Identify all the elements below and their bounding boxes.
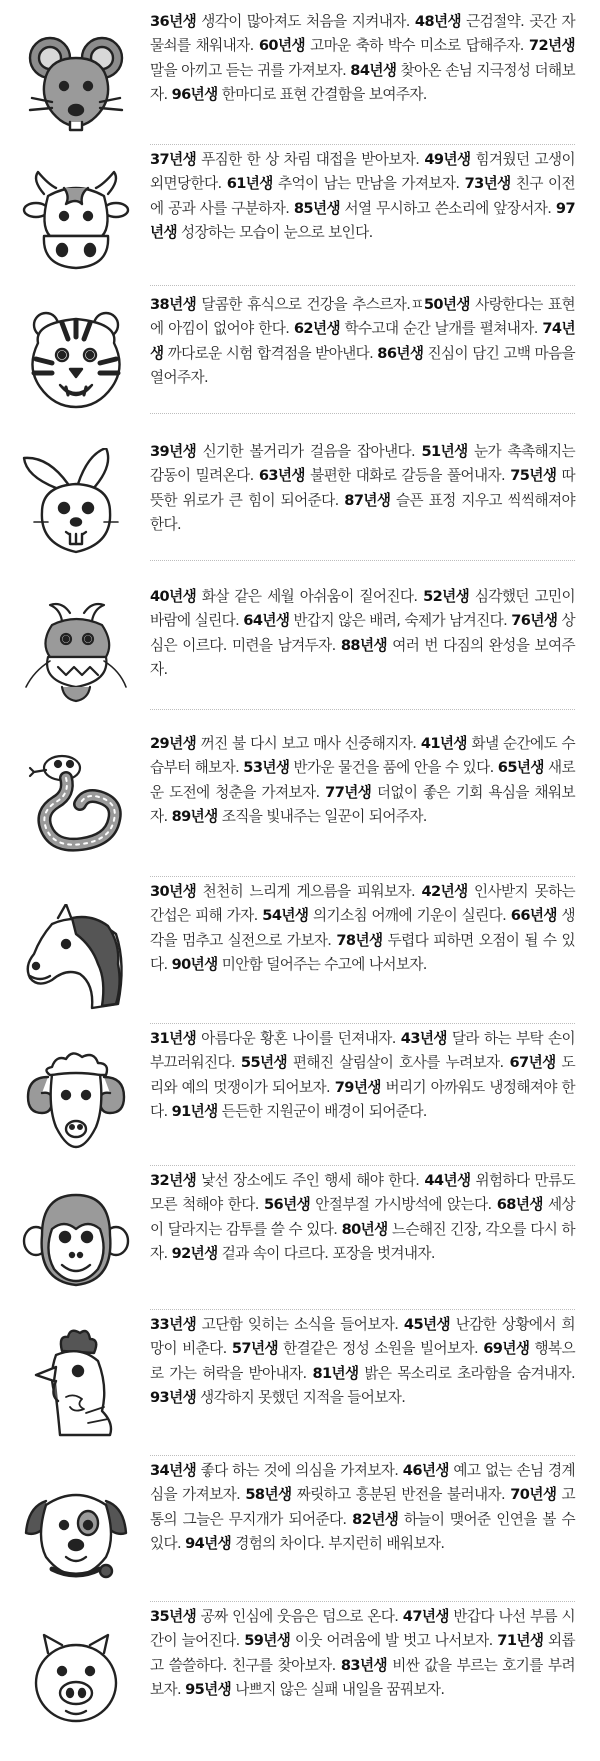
birth-year: 51년생 xyxy=(421,443,468,460)
horoscope-text-snake xyxy=(150,732,575,830)
birth-year: 86년생 xyxy=(377,344,424,362)
birth-year: 94년생 xyxy=(185,1535,232,1553)
sheep-icon xyxy=(22,1047,130,1159)
fortune-text: 반가운 물건을 품에 안을 수 있다. xyxy=(289,759,498,777)
horoscope-text-pig xyxy=(150,1605,575,1703)
birth-year: 29년생 xyxy=(150,735,197,752)
divider xyxy=(150,144,575,145)
ox-icon xyxy=(22,166,130,278)
fortune-text: 낯선 장소에도 주인 행세 해야 한다. xyxy=(196,1172,425,1189)
birth-year: 64년생 xyxy=(243,612,290,630)
fortune-text: 미안함 덜어주는 수고에 나서보자. xyxy=(217,956,427,974)
horoscope-text-monkey xyxy=(150,1169,575,1267)
birth-year: 74년생 xyxy=(150,320,575,362)
fortune-text: 말을 아끼고 듣는 귀를 가져보자. xyxy=(150,61,351,79)
fortune-text: 생각이 많아져도 처음을 지켜내자. xyxy=(196,13,415,30)
horoscope-text-horse xyxy=(150,880,575,978)
snake-icon xyxy=(22,748,130,860)
birth-year: 73년생 xyxy=(464,175,511,193)
birth-year: 40년생 xyxy=(150,588,197,605)
fortune-text: 달콤한 휴식으로 건강을 추스르자.ㅍ xyxy=(196,296,424,313)
birth-year: 36년생 xyxy=(150,13,197,30)
divider xyxy=(150,1309,575,1310)
birth-year: 34년생 xyxy=(150,1462,197,1479)
fortune-text: 든든한 지원군이 배경이 되어준다. xyxy=(217,1103,427,1121)
birth-year: 47년생 xyxy=(402,1608,449,1625)
birth-year: 79년생 xyxy=(334,1078,381,1096)
birth-year: 76년생 xyxy=(511,612,558,630)
fortune-text: 위험하다 만류도 모른 척해야 한다. xyxy=(150,1172,576,1214)
birth-year: 49년생 xyxy=(424,151,471,168)
fortune-text: 한결같은 정성 소원을 빌어보자. xyxy=(277,1340,484,1358)
fortune-text: 안절부절 가시방석에 앉는다. xyxy=(310,1196,497,1214)
rooster-icon xyxy=(22,1327,130,1439)
birth-year: 42년생 xyxy=(421,883,468,900)
fortune-text: 고단함 잊히는 소식을 들어보자. xyxy=(196,1316,404,1333)
fortune-text: 화낼 순간에도 수습부터 해보자. xyxy=(150,735,575,777)
birth-year: 95년생 xyxy=(185,1681,232,1699)
fortune-text: 힘겨웠던 고생이 외면당한다. xyxy=(150,151,576,193)
fortune-text: 반갑다 나선 부름 시간이 늘어진다. xyxy=(150,1608,575,1650)
horoscope-text-rat xyxy=(150,10,575,108)
birth-year: 50년생 xyxy=(423,296,470,313)
fortune-text: 편해진 살림살이 호사를 누려보자. xyxy=(287,1054,510,1072)
divider xyxy=(150,1601,575,1602)
fortune-text: 슬픈 표정 지우고 씩씩해져야 한다. xyxy=(150,491,575,534)
birth-year: 55년생 xyxy=(240,1054,288,1072)
birth-year: 85년생 xyxy=(293,199,340,217)
fortune-text: 천천히 느리게 게으름을 피워보자. xyxy=(196,883,422,900)
fortune-text: 찾아온 손님 지극정성 더해보자. xyxy=(150,61,575,104)
birth-year: 62년생 xyxy=(293,320,340,338)
birth-year: 30년생 xyxy=(150,883,197,900)
birth-year: 43년생 xyxy=(400,1030,447,1047)
birth-year: 87년생 xyxy=(344,491,391,509)
fortune-text: 도리와 예의 멋쟁이가 되어보자. xyxy=(150,1054,575,1096)
birth-year: 67년생 xyxy=(509,1054,556,1072)
birth-year: 56년생 xyxy=(264,1196,311,1214)
birth-year: 71년생 xyxy=(497,1632,544,1650)
divider xyxy=(150,560,575,561)
fortune-text: 짜릿하고 흥분된 반전을 불러내자. xyxy=(291,1486,511,1504)
fortune-text: 행복으로 가는 허락을 받아내자. xyxy=(150,1340,575,1382)
birth-year: 88년생 xyxy=(340,636,387,654)
fortune-text: 아름다운 황혼 나이를 던져내자. xyxy=(196,1030,401,1047)
birth-year: 53년생 xyxy=(243,759,290,777)
fortune-text: 서열 무시하고 쓴소리에 앞장서자. xyxy=(339,199,556,217)
birth-year: 93년생 xyxy=(150,1389,197,1407)
fortune-text: 겉과 속이 다르다. 포장을 벗겨내자. xyxy=(217,1245,435,1263)
fortune-text: 여러 번 다짐의 완성을 보여주자. xyxy=(150,636,575,679)
fortune-text: 신기한 볼거리가 걸음을 잡아낸다. xyxy=(196,443,422,460)
fortune-text: 성장하는 모습이 눈으로 보인다. xyxy=(177,224,373,242)
horoscope-text-ox xyxy=(150,148,575,246)
fortune-text: 난감한 상황에서 희망이 비춘다. xyxy=(150,1316,575,1358)
fortune-text: 눈가 촉촉해지는 감동이 밀려온다. xyxy=(150,443,576,485)
fortune-text: 비싼 값을 부르는 호기를 부려보자. xyxy=(150,1656,575,1699)
fortune-text: 두렵다 피하면 오점이 될 수 있다. xyxy=(150,931,575,974)
fortune-text: 달라 하는 부탁 손이 부끄러워진다. xyxy=(150,1030,575,1072)
birth-year: 82년생 xyxy=(352,1510,399,1528)
birth-year: 57년생 xyxy=(231,1340,278,1358)
fortune-text: 추억이 남는 만남을 가져보자. xyxy=(272,175,465,193)
birth-year: 33년생 xyxy=(150,1316,197,1333)
birth-year: 60년생 xyxy=(258,37,305,55)
fortune-text: 경험의 차이다. 부지런히 배워보자. xyxy=(231,1535,445,1553)
fortune-text: 조직을 빛내주는 일꾼이 되어주자. xyxy=(217,808,427,826)
horoscope-text-sheep xyxy=(150,1027,575,1125)
fortune-text: 화살 같은 세월 아쉬움이 짙어진다. xyxy=(196,588,424,605)
birth-year: 52년생 xyxy=(423,588,470,605)
fortune-text: 심각했던 고민이 바람에 실린다. xyxy=(150,588,575,630)
birth-year: 80년생 xyxy=(341,1220,388,1238)
fortune-text: 하늘이 맺어준 인연을 볼 수 있다. xyxy=(150,1510,576,1553)
divider xyxy=(150,1023,575,1024)
fortune-text: 인사받지 못하는 간섭은 피해 가자. xyxy=(150,883,576,925)
birth-year: 58년생 xyxy=(245,1486,292,1504)
dragon-icon xyxy=(22,595,130,707)
birth-year: 31년생 xyxy=(150,1030,197,1047)
fortune-text: 밝은 목소리로 초라함을 숨겨내자. xyxy=(358,1364,575,1382)
birth-year: 35년생 xyxy=(150,1608,197,1625)
fortune-text: 한마디로 표현 간결함을 보여주자. xyxy=(217,86,427,104)
divider xyxy=(150,709,575,710)
fortune-text: 이웃 어려움에 발 벗고 나서보자. xyxy=(290,1632,498,1650)
fortune-text: 근검절약. 곳간 자물쇠를 채워내자. xyxy=(150,13,576,55)
birth-year: 81년생 xyxy=(312,1364,359,1382)
divider xyxy=(150,413,575,414)
divider xyxy=(150,285,575,286)
fortune-text: 공짜 인심에 웃음은 덤으로 온다. xyxy=(196,1608,403,1625)
birth-year: 75년생 xyxy=(510,467,557,485)
horoscope-text-tiger xyxy=(150,293,575,391)
birth-year: 92년생 xyxy=(171,1245,218,1263)
horoscope-text-dragon xyxy=(150,585,575,683)
birth-year: 77년생 xyxy=(325,783,372,801)
birth-year: 78년생 xyxy=(336,931,383,949)
birth-year: 61년생 xyxy=(226,175,273,193)
birth-year: 54년생 xyxy=(262,907,309,925)
birth-year: 59년생 xyxy=(244,1632,291,1650)
birth-year: 44년생 xyxy=(424,1172,471,1189)
fortune-text: 새로운 도전에 청춘을 가져보자. xyxy=(150,759,575,801)
fortune-text: 반갑지 않은 배려, 숙제가 남겨진다. xyxy=(289,612,512,630)
fortune-text: 고마운 축하 박수 미소로 답해주자. xyxy=(304,37,529,55)
fortune-text: 진심이 담긴 고백 마음을 열어주자. xyxy=(150,344,576,387)
birth-year: 83년생 xyxy=(340,1656,387,1674)
birth-year: 72년생 xyxy=(528,37,575,55)
fortune-text: 느슨해진 긴장, 각오를 다시 하자. xyxy=(150,1220,575,1263)
divider xyxy=(150,876,575,877)
fortune-text: 세상이 달라지는 감투를 쓸 수 있다. xyxy=(150,1196,576,1238)
birth-year: 97년생 xyxy=(150,199,575,242)
birth-year: 38년생 xyxy=(150,296,197,313)
birth-year: 45년생 xyxy=(403,1316,451,1333)
fortune-text: 친구 이전에 공과 사를 구분하자. xyxy=(150,175,575,217)
birth-year: 69년생 xyxy=(483,1340,530,1358)
fortune-text: 까다로운 시험 합격점을 받아낸다. xyxy=(163,344,378,362)
birth-year: 46년생 xyxy=(402,1462,449,1479)
birth-year: 37년생 xyxy=(150,151,197,168)
fortune-text: 좋다 하는 것에 의심을 가져보자. xyxy=(196,1462,403,1479)
fortune-text: 꺼진 불 다시 보고 매사 신중해지자. xyxy=(196,735,421,752)
divider xyxy=(150,1165,575,1166)
birth-year: 41년생 xyxy=(420,735,467,752)
fortune-text: 고통의 그늘은 무지개가 되어준다. xyxy=(150,1486,575,1528)
birth-year: 89년생 xyxy=(171,808,218,826)
birth-year: 96년생 xyxy=(171,86,218,104)
fortune-text: 의기소침 어깨에 기운이 실린다. xyxy=(308,907,511,925)
fortune-text: 생각하지 못했던 지적을 들어보자. xyxy=(196,1389,406,1407)
fortune-text: 더없이 좋은 기회 욕심을 채워보자. xyxy=(150,783,575,826)
pig-icon xyxy=(22,1627,130,1739)
rat-icon xyxy=(22,28,130,140)
birth-year: 66년생 xyxy=(510,907,557,925)
birth-year: 70년생 xyxy=(510,1486,557,1504)
fortune-text: 생각을 멈추고 실전으로 가보자. xyxy=(150,907,575,949)
birth-year: 91년생 xyxy=(171,1103,218,1121)
birth-year: 65년생 xyxy=(497,759,544,777)
birth-year: 39년생 xyxy=(150,443,197,460)
birth-year: 48년생 xyxy=(414,13,462,30)
fortune-text: 따뜻한 위로가 큰 힘이 되어준다. xyxy=(150,467,575,509)
birth-year: 90년생 xyxy=(171,956,218,974)
fortune-text: 사랑한다는 표현에 아낌이 없어야 한다. xyxy=(150,296,575,338)
fortune-text: 나쁘지 않은 실패 내일을 꿈꿔보자. xyxy=(231,1681,445,1699)
fortune-text: 푸짐한 한 상 차림 대접을 받아보자. xyxy=(196,151,425,168)
fortune-text: 불편한 대화로 갈등을 풀어내자. xyxy=(304,467,511,485)
horoscope-text-rooster xyxy=(150,1313,575,1411)
fortune-text: 학수고대 순간 날개를 펼쳐내자. xyxy=(339,320,543,338)
tiger-icon xyxy=(22,303,130,415)
fortune-text: 상심은 이르다. 미련을 남겨두자. xyxy=(150,612,575,654)
horoscope-text-dog xyxy=(150,1459,575,1557)
divider xyxy=(150,1455,575,1456)
birth-year: 68년생 xyxy=(496,1196,543,1214)
birth-year: 32년생 xyxy=(150,1172,197,1189)
horse-icon xyxy=(22,904,130,1016)
monkey-icon xyxy=(22,1185,130,1297)
birth-year: 84년생 xyxy=(350,61,397,79)
fortune-text: 예고 없는 손님 경계심을 가져보자. xyxy=(150,1462,575,1504)
dog-icon xyxy=(22,1477,130,1589)
horoscope-text-rabbit xyxy=(150,440,575,538)
rabbit-icon xyxy=(22,448,130,560)
fortune-text: 버리기 아까워도 냉정해져야 한다. xyxy=(150,1078,575,1121)
birth-year: 63년생 xyxy=(258,467,305,485)
fortune-text: 외롭고 쓸쓸하다. 친구를 찾아보자. xyxy=(150,1632,575,1674)
